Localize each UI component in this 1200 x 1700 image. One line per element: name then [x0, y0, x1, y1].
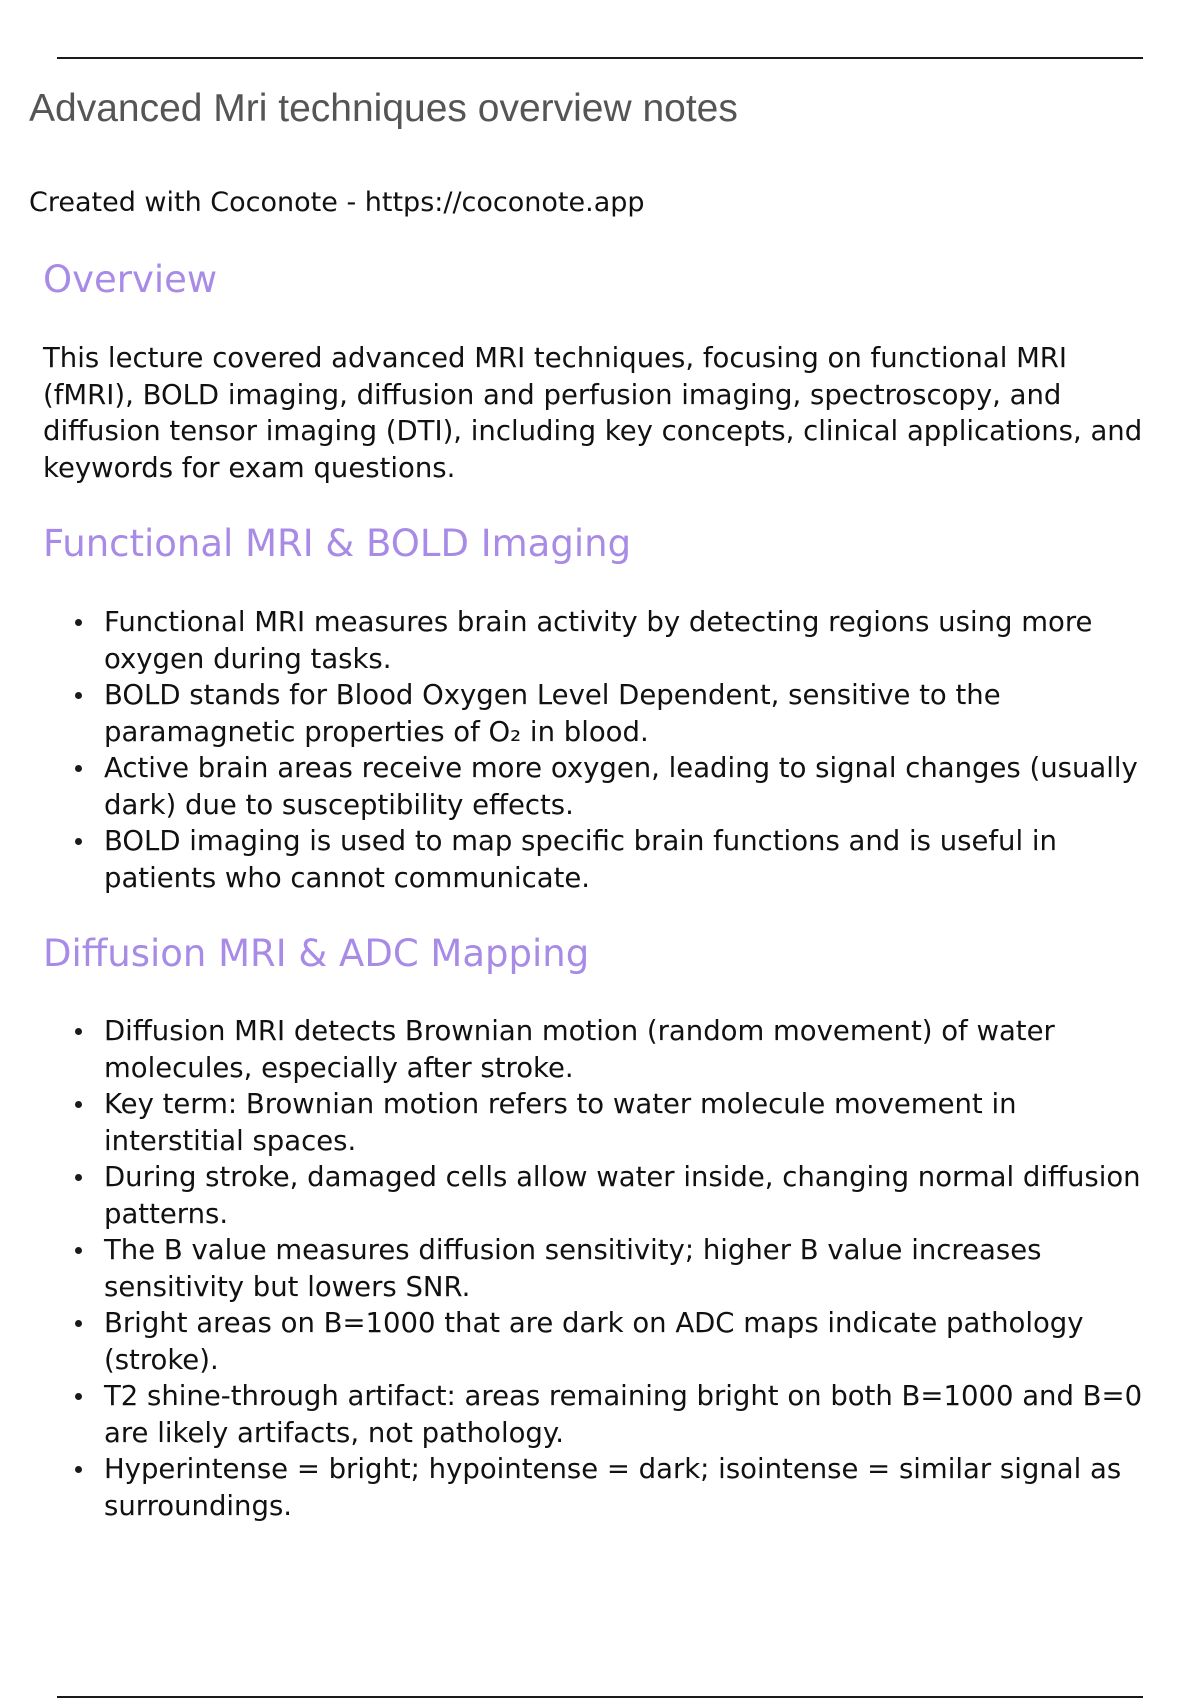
bullet-icon: [75, 619, 82, 626]
list-item-text: T2 shine-through artifact: areas remaining bright on both B=1000 and B=0 are likely artifacts, not pathology.: [104, 1380, 1143, 1449]
list-item: [0, 1451, 1200, 1524]
bullet-list-fmri-bold: [0, 604, 1200, 896]
list-item: [0, 1232, 1200, 1305]
bullet-icon: [75, 1247, 82, 1254]
section-heading-fmri-bold: Functional MRI & BOLD Imaging: [43, 522, 632, 565]
bullet-icon: [75, 765, 82, 772]
list-item: [0, 1086, 1200, 1159]
bullet-icon: [75, 1466, 82, 1473]
list-item-text: Diffusion MRI detects Brownian motion (random movement) of water molecules, especially after stroke.: [104, 1015, 1055, 1084]
section-heading-overview: Overview: [43, 258, 218, 301]
footer-divider: [57, 1696, 1143, 1698]
bullet-icon: [75, 1028, 82, 1035]
header-divider: [57, 57, 1143, 59]
created-with-note: Created with Coconote - https://coconote.app: [29, 187, 645, 218]
bullet-icon: [75, 1174, 82, 1181]
list-item: [0, 823, 1200, 896]
document-title: Advanced Mri techniques overview notes: [29, 87, 738, 130]
list-item-text: Hyperintense = bright; hypointense = dark; isointense = similar signal as surroundings.: [104, 1453, 1122, 1522]
list-item: [0, 750, 1200, 823]
list-item-text: BOLD stands for Blood Oxygen Level Dependent, sensitive to the paramagnetic properties of O₂ in blood.: [104, 679, 1001, 748]
list-item-text: Key term: Brownian motion refers to water molecule movement in interstitial spaces.: [104, 1088, 1017, 1157]
list-item-text: Active brain areas receive more oxygen, leading to signal changes (usually dark) due to susceptibility effects.: [104, 752, 1138, 821]
list-item-text: BOLD imaging is used to map specific brain functions and is useful in patients who cannot communicate.: [104, 825, 1057, 894]
bullet-icon: [75, 838, 82, 845]
list-item: [0, 1378, 1200, 1451]
list-item: [0, 677, 1200, 750]
list-item: [0, 1013, 1200, 1086]
bullet-list-diffusion-adc: [0, 1013, 1200, 1524]
list-item: [0, 1305, 1200, 1378]
list-item: [0, 604, 1200, 677]
bullet-icon: [75, 1393, 82, 1400]
list-item-text: Functional MRI measures brain activity by detecting regions using more oxygen during tasks.: [104, 606, 1093, 675]
section-heading-diffusion-adc: Diffusion MRI & ADC Mapping: [43, 932, 590, 975]
bullet-icon: [75, 692, 82, 699]
bullet-icon: [75, 1101, 82, 1108]
list-item: [0, 1159, 1200, 1232]
overview-paragraph: This lecture covered advanced MRI techniques, focusing on functional MRI (fMRI), BOLD imaging, diffusion and perfusion imaging, spectroscopy, and diffusion tensor imaging (DTI), including key concepts, clinical applications, and keywords for exam questions.: [43, 342, 1143, 484]
list-item-text: Bright areas on B=1000 that are dark on ADC maps indicate pathology (stroke).: [104, 1307, 1084, 1376]
list-item-text: The B value measures diffusion sensitivity; higher B value increases sensitivity but lowers SNR.: [104, 1234, 1042, 1303]
list-item-text: During stroke, damaged cells allow water inside, changing normal diffusion patterns.: [104, 1161, 1141, 1230]
bullet-icon: [75, 1320, 82, 1327]
